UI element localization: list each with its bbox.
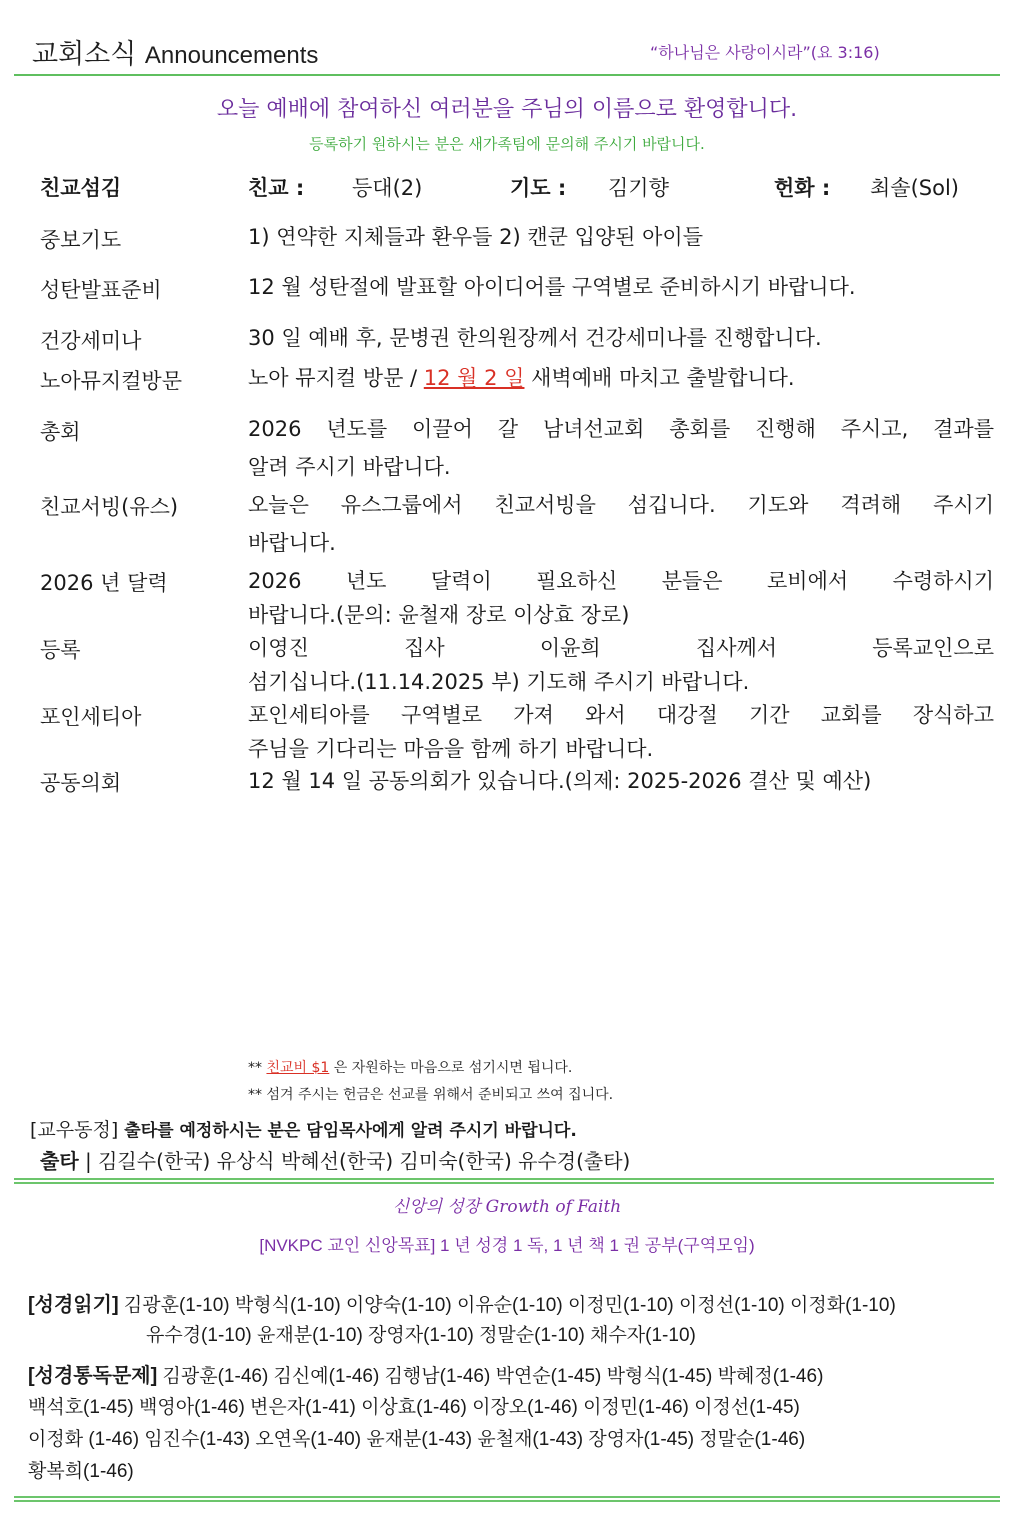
- item-text-health-seminar: [248, 319, 994, 357]
- item-line: 1) 연약한 지체들과 환우들 2) 캔쿤 입양된 아이들: [248, 225, 703, 249]
- page-title: [32, 32, 318, 71]
- item-label-youth-serving: 친교서빙(유스): [40, 495, 179, 519]
- fellowship-fee-highlight: 친교비 $1: [266, 1060, 330, 1076]
- fellowship-duty-value: 등대(2): [352, 176, 423, 200]
- item-line: 12 월 14 일 공동의회가 있습니다.(의제: 2025-2026 결산 및 예산): [248, 769, 872, 793]
- item-label-calendar: 2026 년 달력: [40, 571, 168, 595]
- item-text-registration: [248, 631, 994, 699]
- title-korean: 교회소식: [32, 39, 137, 70]
- travel-list: [40, 1145, 630, 1174]
- item-label-musical: 노아뮤지컬방문: [40, 369, 183, 393]
- item-label-general-assembly: 총회: [40, 420, 81, 444]
- bible-quiz-names: 김광훈(1-46) 김신예(1-46) 김행남(1-46) 박연순(1-45) 박형식(1-45) 박혜정(1-46): [162, 1366, 824, 1387]
- note-prefix: **: [248, 1060, 262, 1076]
- item-label-health-seminar: 건강세미나: [40, 329, 142, 353]
- member-news-text: 출타를 예정하시는 분은 담임목사에게 알려 주시기 바랍니다.: [124, 1121, 577, 1141]
- item-line: 바랍니다.: [248, 531, 336, 555]
- item-text-congregational-meeting: [248, 764, 994, 798]
- member-news-label: [교우동정]: [30, 1119, 119, 1141]
- item-line: 2026 년도를 이끌어 갈 남녀선교회 총회를 진행해 주시고, 결과를: [248, 417, 994, 441]
- item-text-musical: [248, 359, 994, 397]
- travel-label: 출타: [40, 1149, 79, 1173]
- bible-quiz-line4: 황복희(1-46): [28, 1461, 134, 1482]
- fellowship-duty-label: 친교 :: [248, 176, 305, 200]
- item-line: 30 일 예배 후, 문병권 한의원장께서 건강세미나를 진행합니다.: [248, 326, 822, 350]
- item-line: 섬기십니다.(11.14.2025 부) 기도해 주시기 바랍니다.: [248, 670, 750, 694]
- item-label-intercession: 중보기도: [40, 228, 122, 252]
- item-text-poinsettia: [248, 698, 994, 766]
- item-line: 바랍니다.(문의: 윤철재 장로 이상효 장로): [248, 603, 630, 627]
- travel-separator: |: [85, 1149, 92, 1173]
- footer-divider: [14, 1496, 1000, 1502]
- item-line: 알려 주시기 바랍니다.: [248, 455, 451, 479]
- musical-text-pre: 노아 뮤지컬 방문 /: [248, 366, 424, 390]
- welcome-message: 오늘 예배에 참여하신 여러분을 주님의 이름으로 환영합니다.: [216, 97, 798, 122]
- item-label-poinsettia: 포인세티아: [40, 705, 142, 729]
- bible-quiz-label: [성경통독문제]: [28, 1365, 158, 1387]
- item-line: 오늘은 유스그룹에서 친교서빙을 섬깁니다. 기도와 격려해 주시기: [248, 493, 994, 517]
- bible-quiz-line3: 이정화 (1-46) 임진수(1-43) 오연옥(1-40) 윤재분(1-43) 윤철재(1-43) 장영자(1-45) 정말순(1-46): [28, 1429, 806, 1450]
- bible-quiz-line2: 백석호(1-45) 백영아(1-46) 변은자(1-41) 이상효(1-46) 이장오(1-46) 이정민(1-46) 이정선(1-45): [28, 1397, 800, 1418]
- item-text-youth-serving: [248, 486, 994, 562]
- item-text-intercession: [248, 218, 994, 256]
- bible-quiz-line1: [28, 1359, 823, 1388]
- musical-text-post: 새벽예배 마치고 출발합니다.: [524, 366, 795, 390]
- header-divider: [14, 74, 1000, 76]
- item-label-christmas: 성탄발표준비: [40, 278, 162, 302]
- title-english: Announcements: [144, 42, 319, 69]
- item-text-general-assembly: [248, 410, 994, 486]
- section-divider: [14, 1178, 994, 1184]
- item-label-congregational-meeting: 공동의회: [40, 771, 122, 795]
- faith-goal: [NVKPC 교인 신앙목표] 1 년 성경 1 독, 1 년 책 1 권 공부(구역모임): [259, 1236, 755, 1255]
- item-label-registration: 등록: [40, 638, 81, 662]
- item-text-christmas: [248, 268, 994, 306]
- item-line: 포인세티아를 구역별로 가져 와서 대강절 기간 교회를 장식하고: [248, 703, 994, 727]
- prayer-label: 기도 :: [510, 176, 567, 200]
- travel-names: 김길수(한국) 유상식 박혜선(한국) 김미숙(한국) 유수경(출타): [98, 1149, 631, 1173]
- member-news-heading: [30, 1115, 577, 1142]
- offering-note: [248, 1057, 572, 1077]
- flower-value: 최솔(Sol): [870, 176, 959, 200]
- prayer-value: 김기향: [608, 176, 669, 200]
- bible-reading-label: [성경읽기]: [28, 1294, 119, 1316]
- item-line: 이영진 집사 이윤희 집사께서 등록교인으로: [248, 636, 994, 660]
- musical-date-highlight: 12 월 2 일: [423, 366, 525, 390]
- mission-note: ** 섬겨 주시는 헌금은 선교를 위해서 준비되고 쓰여 집니다.: [248, 1087, 614, 1103]
- item-text-calendar: [248, 564, 994, 632]
- bible-reading-line2: 유수경(1-10) 윤재분(1-10) 장영자(1-10) 정말순(1-10) 채수자(1-10): [146, 1325, 696, 1346]
- register-note: 등록하기 원하시는 분은 새가족팀에 문의해 주시기 바랍니다.: [309, 135, 705, 153]
- flower-label: 헌화 :: [774, 176, 831, 200]
- item-line: 12 월 성탄절에 발표할 아이디어를 구역별로 준비하시기 바랍니다.: [248, 275, 856, 299]
- note-text: 은 자원하는 마음으로 섬기시면 됩니다.: [333, 1060, 573, 1076]
- item-line: 2026 년도 달력이 필요하신 분들은 로비에서 수령하시기: [248, 569, 994, 593]
- fellowship-label: 친교섬김: [40, 176, 122, 200]
- bible-reading-line1: [28, 1288, 896, 1317]
- header-verse: “하나님은 사랑이시라”(요 3:16): [650, 43, 880, 62]
- fellowship-row: [248, 172, 304, 202]
- faith-section-title: 신앙의 성장 Growth of Faith: [392, 1197, 622, 1217]
- bible-reading-names: 김광훈(1-10) 박형식(1-10) 이양숙(1-10) 이유순(1-10) 이정민(1-10) 이정선(1-10) 이정화(1-10): [123, 1295, 896, 1316]
- item-line: 주님을 기다리는 마음을 함께 하기 바랍니다.: [248, 737, 654, 761]
